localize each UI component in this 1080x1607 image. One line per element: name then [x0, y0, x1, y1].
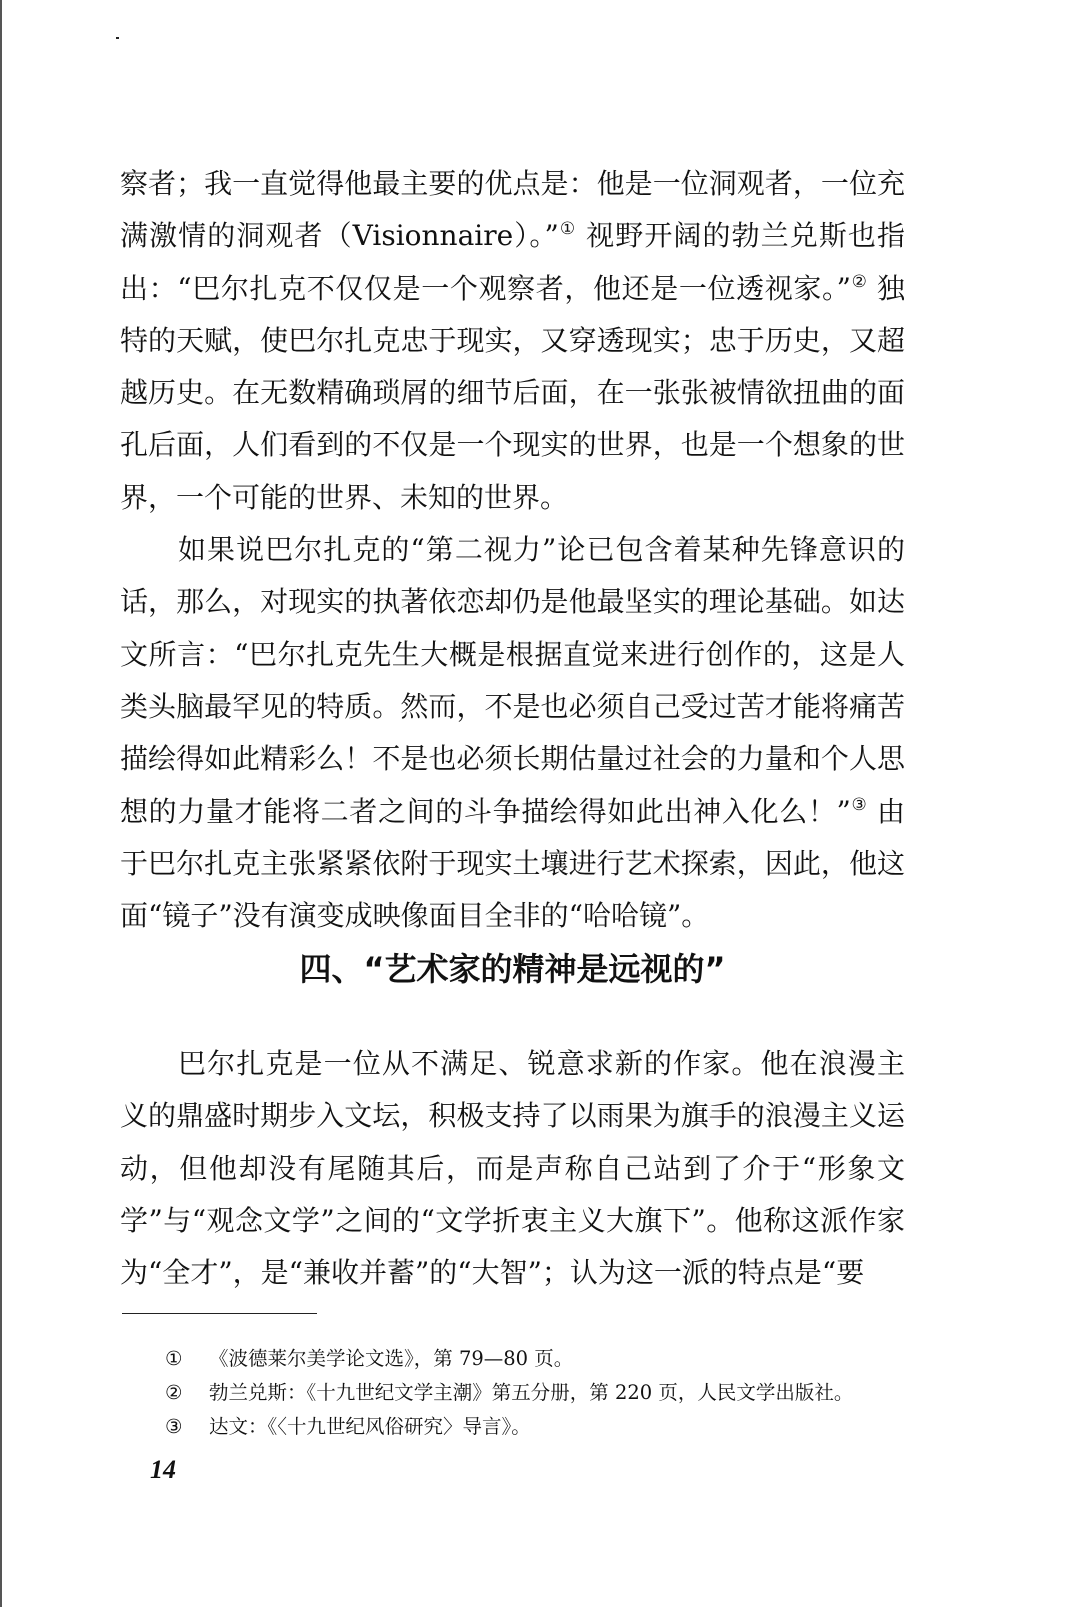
footnote-text: 勃兰兑斯：《十九世纪文学主潮》第五分册，第 220 页，人民文学出版社。	[209, 1381, 854, 1404]
footnote-reference: ③	[850, 794, 868, 815]
paragraph-1	[120, 158, 905, 524]
footnote-2	[165, 1376, 905, 1410]
body-text	[120, 158, 905, 942]
paragraph-2	[120, 524, 905, 942]
footnotes	[165, 1342, 905, 1444]
page-number: 14	[150, 1455, 176, 1484]
section-heading: 四、“艺术家的精神是远视的”	[299, 950, 726, 988]
paragraph-3: 巴尔扎克是一位从不满足、锐意求新的作家。他在浪漫主义的鼎盛时期步入文坛，积极支持了以雨果为旗手的浪漫主义运动，但他却没有尾随其后，而是声称自己站到了介于“形象文学”与“观念文学”之间的“文学折衷主义大旗下”。他称这派作家为“全才”，是“兼收并蓄”的“大智”；认为这一派的特点是“要	[120, 1047, 905, 1290]
text-run: 视野开阔的勃兰兑斯也指出：“巴尔扎克不仅仅是一个观察者，他还是一位透视家。”	[120, 219, 905, 305]
text-run: 如果说巴尔扎克的“第二视力”论已包含着某种先锋意识的话，那么，对现实的执著依恋却仍是他最坚实的理论基础。如达文所言：“巴尔扎克先生大概是根据直觉来进行创作的，这是人类头脑最罕见的特质。然而，不是也必须自己受过苦才能将痛苦描绘得如此精彩么！不是也必须长期估量过社会的力量和个人思想的力量才能将二者之间的斗争描绘得如此出神入化么！”	[120, 533, 905, 828]
section-body	[120, 1038, 905, 1299]
page-edge	[0, 0, 2, 1607]
footnote-marker: ①	[165, 1347, 183, 1370]
footnote-text: 《波德莱尔美学论文选》，第 79—80 页。	[209, 1347, 574, 1370]
footnote-marker: ③	[165, 1415, 183, 1438]
footnote-3	[165, 1410, 905, 1444]
footnote-divider	[122, 1313, 317, 1314]
text-run: 察者；我一直觉得他最主要的优点是：他是一位洞观者，一位充满激情的洞观者（Visionnaire）。”	[120, 167, 905, 253]
footnote-text: 达文：《〈十九世纪风俗研究〉导言》。	[209, 1415, 531, 1438]
text-run: 独特的天赋，使巴尔扎克忠于现实，又穿透现实；忠于历史，又超越历史。在无数精确琐屑的细节后面，在一张张被情欲扭曲的面孔后面，人们看到的不仅是一个现实的世界，也是一个想象的世界，一个可能的世界、未知的世界。	[120, 271, 905, 514]
footnote-reference: ①	[558, 219, 577, 240]
footnote-1	[165, 1342, 905, 1376]
text-run: 由于巴尔扎克主张紧紧依附于现实土壤进行艺术探索，因此，他这面“镜子”没有演变成映像面目全非的“哈哈镜”。	[120, 794, 905, 933]
footnote-marker: ②	[165, 1381, 183, 1404]
footnote-reference: ②	[850, 271, 868, 292]
scan-speck	[116, 37, 119, 39]
